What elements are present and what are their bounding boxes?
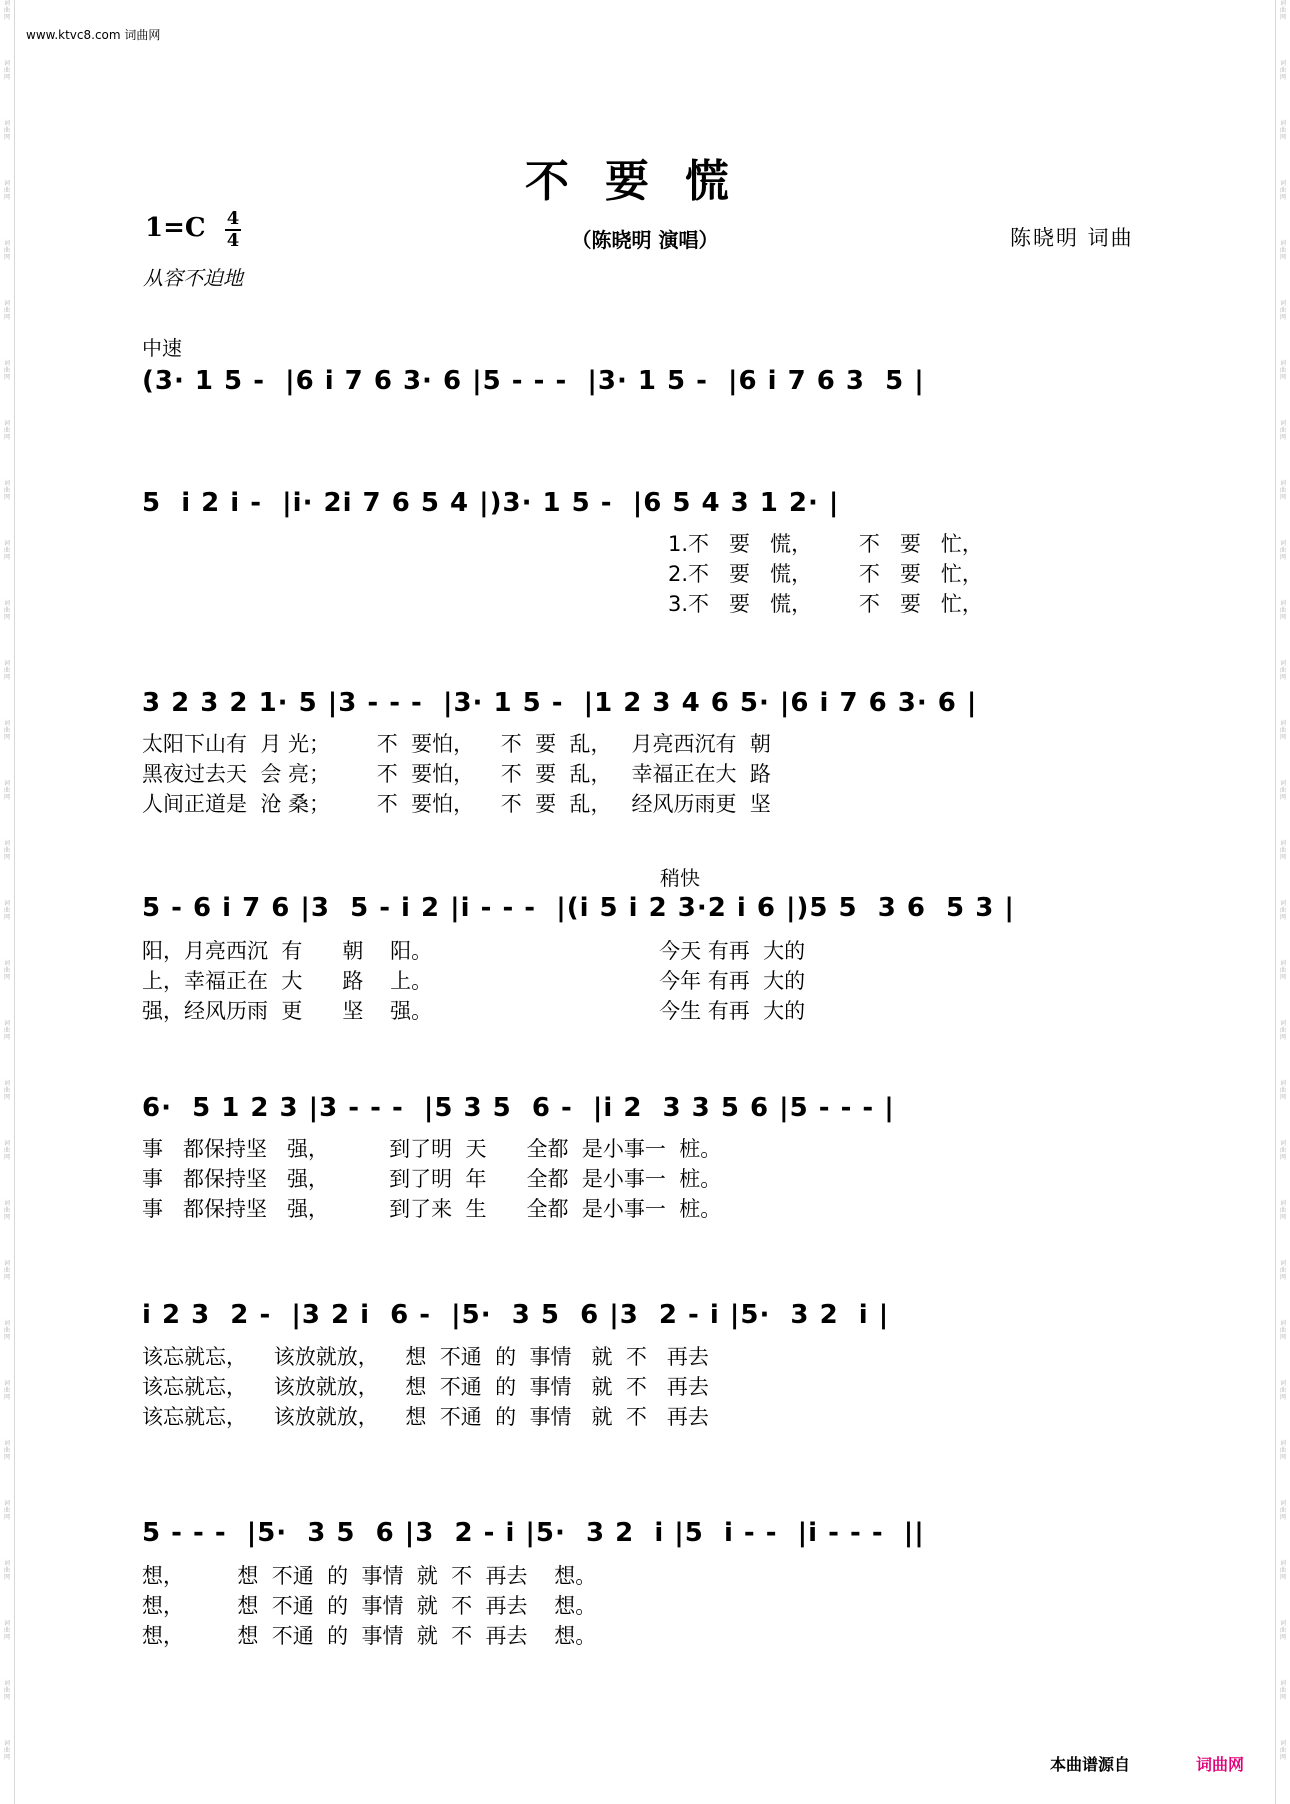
watermark-text: 词 曲 网 — [1279, 1320, 1286, 1341]
watermark-text: 词 曲 网 — [1279, 1260, 1286, 1281]
watermark-text: 词 曲 网 — [3, 1680, 10, 1701]
watermark-text: 词 曲 网 — [3, 1080, 10, 1101]
lyric-verse-2: 上，幸福正在 大 路 上。 今年 有再 大的 — [142, 969, 806, 993]
lyric-verse-1: 太阳下山有 月 光； 不 要怕， 不 要 乱， 月亮西沉有 朝 — [142, 732, 771, 756]
lyric-verse-2: 黑夜过去天 会 亮； 不 要怕， 不 要 乱， 幸福正在大 路 — [142, 762, 771, 786]
tempo-marking-1: 中速 — [142, 336, 182, 360]
watermark-text: 词 曲 网 — [3, 1260, 10, 1281]
score-row-6: i 2 3 2 - |3 2 i 6 - |5· 3 5 6 |3 2 - i |5· 3 2 i | — [142, 1300, 890, 1330]
watermark-text: 词 曲 网 — [3, 1500, 10, 1521]
watermark-text: 词 曲 网 — [3, 540, 10, 561]
watermark-text: 词 曲 网 — [3, 180, 10, 201]
watermark-text: 词 曲 网 — [1279, 960, 1286, 981]
watermark-text: 词 曲 网 — [1279, 1680, 1286, 1701]
watermark-text: 词 曲 网 — [3, 1560, 10, 1581]
expression-mark: 从容不迫地 — [143, 266, 243, 290]
lyric-verse-3: 强，经风历雨 更 坚 强。 今生 有再 大的 — [142, 999, 806, 1023]
time-bottom: 4 — [226, 230, 240, 251]
watermark-text: 词 曲 网 — [1279, 1020, 1286, 1041]
watermark-text: 词 曲 网 — [1279, 180, 1286, 201]
watermark-text: 词 曲 网 — [3, 720, 10, 741]
site-url: www.ktvc8.com 词曲网 — [26, 28, 161, 42]
watermark-text: 词 曲 网 — [3, 660, 10, 681]
watermark-text: 词 曲 网 — [3, 1020, 10, 1041]
footer-source-label: 本曲谱源自 — [1050, 1755, 1131, 1774]
watermark-text: 词 曲 网 — [1279, 660, 1286, 681]
score-row-7: 5 - - - |5· 3 5 6 |3 2 - i |5· 3 2 i |5 i - - |i - - - || — [142, 1518, 925, 1548]
singer-credit: （陈晓明 演唱） — [571, 228, 719, 252]
watermark-text: 词 曲 网 — [3, 1440, 10, 1461]
left-watermark-strip — [0, 0, 15, 1804]
lyric-verse-2: 事 都保持坚 强， 到了明 年 全都 是小事一 桩。 — [142, 1167, 722, 1191]
time-top: 4 — [226, 208, 240, 229]
lyric-verse-3: 3.不 要 慌， 不 要 忙， — [668, 592, 983, 616]
watermark-text: 词 曲 网 — [1279, 1080, 1286, 1101]
watermark-text: 词 曲 网 — [1279, 360, 1286, 381]
watermark-text: 词 曲 网 — [1279, 1380, 1286, 1401]
right-watermark-strip — [1275, 0, 1290, 1804]
watermark-text: 词 曲 网 — [1279, 720, 1286, 741]
watermark-text: 词 曲 网 — [3, 600, 10, 621]
watermark-text: 词 曲 网 — [3, 1320, 10, 1341]
watermark-text: 词 曲 网 — [1279, 420, 1286, 441]
watermark-text: 词 曲 网 — [3, 900, 10, 921]
watermark-text: 词 曲 网 — [3, 360, 10, 381]
watermark-text: 词 曲 网 — [1279, 900, 1286, 921]
lyric-verse-1: 事 都保持坚 强， 到了明 天 全都 是小事一 桩。 — [142, 1137, 722, 1161]
score-row-4: 5 - 6 i 7 6 |3 5 - i 2 |i - - - |(i 5 i 2 3·2 i 6 |)5 5 3 6 5 3 | — [142, 893, 1015, 923]
watermark-text: 词 曲 网 — [3, 120, 10, 141]
watermark-text: 词 曲 网 — [1279, 0, 1286, 21]
watermark-text: 词 曲 网 — [3, 1380, 10, 1401]
watermark-text: 词 曲 网 — [1279, 540, 1286, 561]
watermark-text: 词 曲 网 — [3, 300, 10, 321]
song-title: 不要慌 — [525, 156, 765, 207]
watermark-text: 词 曲 网 — [1279, 300, 1286, 321]
watermark-text: 词 曲 网 — [1279, 1500, 1286, 1521]
watermark-text: 词 曲 网 — [1279, 120, 1286, 141]
watermark-text: 词 曲 网 — [3, 1200, 10, 1221]
lyric-verse-1: 想， 想 不通 的 事情 就 不 再去 想。 — [142, 1564, 597, 1588]
watermark-text: 词 曲 网 — [1279, 1740, 1286, 1761]
composer-credit: 陈晓明 词曲 — [1010, 226, 1134, 250]
lyric-verse-2: 想， 想 不通 的 事情 就 不 再去 想。 — [142, 1594, 597, 1618]
watermark-text: 词 曲 网 — [1279, 1560, 1286, 1581]
watermark-text: 词 曲 网 — [3, 60, 10, 81]
watermark-text: 词 曲 网 — [1279, 480, 1286, 501]
lyric-verse-1: 1.不 要 慌， 不 要 忙， — [668, 532, 983, 556]
lyric-verse-1: 阳，月亮西沉 有 朝 阳。 今天 有再 大的 — [142, 939, 806, 963]
score-row-3: 3 2 3 2 1· 5 |3 - - - |3· 1 5 - |1 2 3 4 6 5· |6 i 7 6 3· 6 | — [142, 688, 978, 718]
watermark-text: 词 曲 网 — [1279, 840, 1286, 861]
watermark-text: 词 曲 网 — [3, 0, 10, 21]
watermark-text: 词 曲 网 — [1279, 1620, 1286, 1641]
watermark-text: 词 曲 网 — [1279, 60, 1286, 81]
tempo-marking-2: 稍快 — [660, 866, 700, 890]
watermark-text: 词 曲 网 — [3, 420, 10, 441]
watermark-text: 词 曲 网 — [3, 840, 10, 861]
lyric-verse-3: 事 都保持坚 强， 到了来 生 全都 是小事一 桩。 — [142, 1197, 722, 1221]
lyric-verse-3: 人间正道是 沧 桑； 不 要怕， 不 要 乱， 经风历雨更 坚 — [142, 792, 771, 816]
watermark-text: 词 曲 网 — [1279, 1200, 1286, 1221]
watermark-text: 词 曲 网 — [3, 1740, 10, 1761]
watermark-text: 词 曲 网 — [3, 960, 10, 981]
key-signature: 1=C — [145, 213, 206, 243]
footer-site-link[interactable]: 词曲网 — [1196, 1755, 1245, 1774]
watermark-text: 词 曲 网 — [1279, 600, 1286, 621]
watermark-text: 词 曲 网 — [1279, 780, 1286, 801]
lyric-verse-1: 该忘就忘， 该放就放， 想 不通 的 事情 就 不 再去 — [142, 1345, 709, 1369]
watermark-text: 词 曲 网 — [3, 1620, 10, 1641]
watermark-text: 词 曲 网 — [3, 240, 10, 261]
watermark-text: 词 曲 网 — [1279, 240, 1286, 261]
watermark-text: 词 曲 网 — [3, 780, 10, 801]
lyric-verse-3: 该忘就忘， 该放就放， 想 不通 的 事情 就 不 再去 — [142, 1405, 709, 1429]
watermark-text: 词 曲 网 — [3, 1140, 10, 1161]
score-row-2: 5 i 2 i - |i· 2i 7 6 5 4 |)3· 1 5 - |6 5 4 3 1 2· | — [142, 488, 840, 518]
watermark-text: 词 曲 网 — [1279, 1440, 1286, 1461]
watermark-text: 词 曲 网 — [3, 480, 10, 501]
score-row-1: (3· 1 5 - |6 i 7 6 3· 6 |5 - - - |3· 1 5 - |6 i 7 6 3 5 | — [142, 366, 925, 396]
watermark-text: 词 曲 网 — [1279, 1140, 1286, 1161]
lyric-verse-2: 该忘就忘， 该放就放， 想 不通 的 事情 就 不 再去 — [142, 1375, 709, 1399]
lyric-verse-3: 想， 想 不通 的 事情 就 不 再去 想。 — [142, 1624, 597, 1648]
lyric-verse-2: 2.不 要 慌， 不 要 忙， — [668, 562, 983, 586]
score-row-5: 6· 5 1 2 3 |3 - - - |5 3 5 6 - |i 2 3 3 5 6 |5 - - - | — [142, 1093, 895, 1123]
